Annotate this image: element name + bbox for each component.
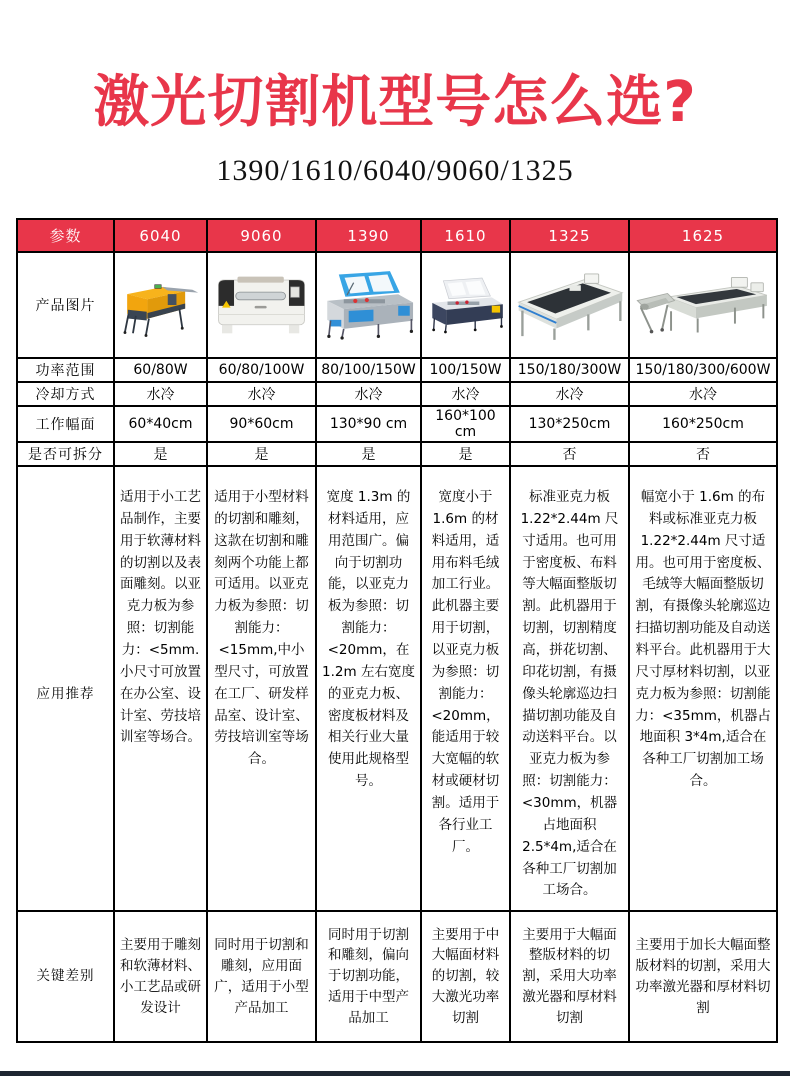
power-6040: 60/80W — [114, 358, 207, 382]
application-1610: 宽度小于1.6m 的材料适用，适用布料毛绒加工行业。此机器主要用于切割，以亚克力板为参照：切割能力：<20mm，能适用于较大宽幅的软材或硬材切割。适用于各行业工厂。 — [421, 466, 510, 911]
header-model-1390: 1390 — [316, 219, 421, 252]
power-1625: 150/180/300/600W — [629, 358, 777, 382]
header-model-1610: 1610 — [421, 219, 510, 252]
power-1325: 150/180/300W — [510, 358, 629, 382]
header-model-9060: 9060 — [207, 219, 316, 252]
image-cell-9060 — [207, 252, 316, 358]
image-cell-1390 — [316, 252, 421, 358]
cooling-label: 冷却方式 — [17, 382, 114, 406]
power-1610: 100/150W — [421, 358, 510, 382]
bottom-divider-bar — [0, 1071, 790, 1076]
laser-machine-1390-photo — [319, 255, 418, 355]
difference-1325: 主要用于大幅面整版材料的切割，采用大功率激光器和厚材料切割 — [510, 911, 629, 1042]
area-9060: 90*60cm — [207, 406, 316, 442]
header-param-label: 参数 — [17, 219, 114, 252]
laser-machine-1625-photo — [632, 255, 774, 355]
split-1390: 是 — [316, 442, 421, 466]
area-1325: 130*250cm — [510, 406, 629, 442]
difference-1390: 同时用于切割和雕刻，偏向于切割功能，适用于中型产品加工 — [316, 911, 421, 1042]
cooling-6040: 水冷 — [114, 382, 207, 406]
application-1325: 标准亚克力板1.22*2.44m 尺寸适用。也可用于密度板、布料等大幅面整版切割。此机器用于切割，切割精度高，拼花切割、印花切割，有摄像头轮廓巡边扫描切割功能及自动送料平台。以亚克力板为参照：切割能力：<30mm，机器占地面积 2.5*4m,适合在各种工厂切割加工场合。 — [510, 466, 629, 911]
image-cell-6040 — [114, 252, 207, 358]
area-1625: 160*250cm — [629, 406, 777, 442]
difference-1610: 主要用于中大幅面材料的切割，较大激光功率切割 — [421, 911, 510, 1042]
cooling-1625: 水冷 — [629, 382, 777, 406]
application-row — [17, 466, 777, 911]
comparison-table — [16, 218, 778, 1043]
application-9060: 适用于小型材料的切割和雕刻，这款在切割和雕刻两个功能上都可适用。以亚克力板为参照：切割能力：<15mm,中小型尺寸，可放置在工厂、研发样品室、设计室、劳技培训室等场合。 — [207, 466, 316, 911]
header-model-1625: 1625 — [629, 219, 777, 252]
page-subtitle: 1390/1610/6040/9060/1325 — [216, 154, 574, 187]
application-label: 应用推荐 — [17, 466, 114, 911]
split-label: 是否可拆分 — [17, 442, 114, 466]
product-image-row — [17, 252, 777, 358]
image-row-label: 产品图片 — [17, 252, 114, 358]
difference-6040: 主要用于雕刻和软薄材料、小工艺品或研发设计 — [114, 911, 207, 1042]
application-1625: 幅宽小于 1.6m 的布料或标准亚克力板 1.22*2.44m 尺寸适用。也可用于密度板、毛绒等大幅面整版切割，有摄像头轮廓巡边扫描切割功能及自动送料平台。此机器用于大尺寸厚材料切割，以亚克力板为参照：切割能力：<35mm，机器占地面积 3*4m,适合在各种工厂切割加工场合。 — [629, 466, 777, 911]
split-row — [17, 442, 777, 466]
area-1610: 160*100 cm — [421, 406, 510, 442]
cooling-1325: 水冷 — [510, 382, 629, 406]
difference-9060: 同时用于切割和雕刻，应用面广，适用于小型产品加工 — [207, 911, 316, 1042]
power-9060: 60/80/100W — [207, 358, 316, 382]
image-cell-1325 — [510, 252, 629, 358]
image-cell-1625 — [629, 252, 777, 358]
header-model-1325: 1325 — [510, 219, 629, 252]
table-header-row — [17, 219, 777, 252]
laser-machine-1610-photo — [424, 255, 507, 355]
area-row — [17, 406, 777, 442]
application-6040: 适用于小工艺品制作，主要用于软薄材料的切割以及表面雕刻。以亚克力板为参照：切割能力：<5mm.小尺寸可放置在办公室、设计室、劳技培训室等场合。 — [114, 466, 207, 911]
laser-machine-1325-photo — [513, 255, 626, 355]
power-label: 功率范围 — [17, 358, 114, 382]
application-1390: 宽度 1.3m 的材料适用，应用范围广。偏向于切割功能，以亚克力板为参照：切割能力：<20mm，在 1.2m 左右宽度的亚克力板、密度板材料及相关行业大量使用此规格型号。 — [316, 466, 421, 911]
split-1610: 是 — [421, 442, 510, 466]
difference-label: 关键差别 — [17, 911, 114, 1042]
split-1625: 否 — [629, 442, 777, 466]
split-6040: 是 — [114, 442, 207, 466]
cooling-1610: 水冷 — [421, 382, 510, 406]
split-9060: 是 — [207, 442, 316, 466]
area-label: 工作幅面 — [17, 406, 114, 442]
area-1390: 130*90 cm — [316, 406, 421, 442]
laser-machine-6040-photo — [117, 255, 204, 355]
area-6040: 60*40cm — [114, 406, 207, 442]
cooling-9060: 水冷 — [207, 382, 316, 406]
power-1390: 80/100/150W — [316, 358, 421, 382]
power-row — [17, 358, 777, 382]
laser-machine-9060-photo — [210, 255, 313, 355]
split-1325: 否 — [510, 442, 629, 466]
difference-1625: 主要用于加长大幅面整版材料的切割，采用大功率激光器和厚材料切割 — [629, 911, 777, 1042]
difference-row — [17, 911, 777, 1042]
image-cell-1610 — [421, 252, 510, 358]
cooling-1390: 水冷 — [316, 382, 421, 406]
page-title: 激光切割机型号怎么选? — [93, 70, 697, 135]
cooling-row — [17, 382, 777, 406]
header-model-6040: 6040 — [114, 219, 207, 252]
